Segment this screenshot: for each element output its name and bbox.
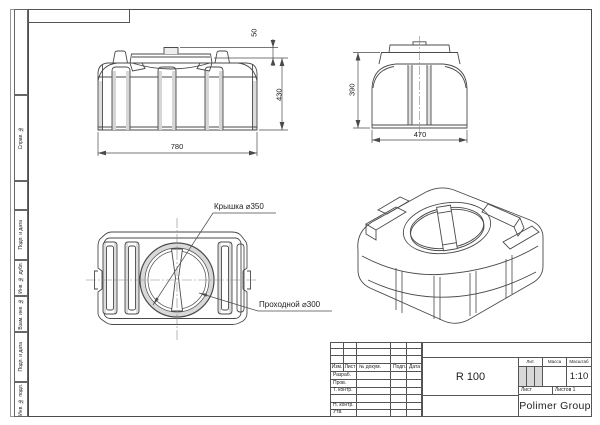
shoulder-curve <box>445 67 466 89</box>
side-rib-shade <box>427 66 431 125</box>
tb-cell <box>406 409 422 417</box>
top-vent <box>215 51 230 63</box>
tb-header-izm: Изм. <box>330 363 344 372</box>
pass-callout-label: Проходной ⌀300 <box>259 300 321 309</box>
tb-header-podp: Подп. <box>390 363 407 372</box>
tb-header-list: Лист <box>343 363 357 372</box>
tb-lit-label: Лит. <box>518 357 543 367</box>
tb-sheet-label: Лист <box>518 386 553 395</box>
tb-sheets-label: Листов 1 <box>552 386 592 395</box>
tb-cell <box>390 409 407 417</box>
margin-label: Подп. и дата <box>18 342 24 372</box>
margin-cell-podp2 <box>14 332 28 382</box>
tb-row-utv: Утв. <box>330 409 357 417</box>
body-edge-shade <box>253 81 257 130</box>
tb-row-prov: Пров. <box>330 379 357 388</box>
isometric-view <box>348 162 563 334</box>
tb-cell <box>422 395 519 417</box>
margin-cell-podp1 <box>14 210 28 260</box>
lid-knob <box>164 48 178 55</box>
tb-row-tkontr: Т. контр. <box>330 387 357 395</box>
tb-mass-label: Масса <box>542 357 567 367</box>
margin-label: Справ. № <box>18 126 24 150</box>
tb-header-data: Дата <box>406 363 422 372</box>
margin-cell-inv-dubl <box>14 260 28 296</box>
tb-row-nkontr: Н. контр. <box>330 402 357 410</box>
dim-390 <box>353 53 380 129</box>
top-view <box>80 192 350 344</box>
margin-label: Инв. № подл. <box>18 383 24 416</box>
body-edge-shade <box>99 81 103 130</box>
margin-label: Инв. № дубл. <box>18 262 24 294</box>
shoulder-curve <box>373 67 394 89</box>
dim-label-780: 780 <box>170 142 184 151</box>
margin-cell-inv-podl <box>14 382 28 417</box>
dim-label-390: 390 <box>347 83 357 97</box>
title-block <box>330 342 592 417</box>
tb-header-dokum: № докум. <box>356 363 391 372</box>
margin-label: Взам. инв. № <box>18 298 24 330</box>
tank-body-outline <box>98 63 257 130</box>
side-rib-shade <box>408 66 412 125</box>
top-left-stamp-box <box>28 9 130 23</box>
dim-label-50: 50 <box>249 28 259 37</box>
leader-lid <box>153 213 276 305</box>
dim-label-430: 430 <box>274 88 284 102</box>
front-ribs <box>112 67 223 130</box>
margin-cell-blank-top <box>14 9 28 95</box>
top-vent <box>113 51 128 63</box>
tb-designation-cell <box>422 342 592 358</box>
lid-callout-label: Крышка ⌀350 <box>214 202 264 211</box>
margin-cell-sprav <box>14 95 28 181</box>
lid-cap <box>130 54 212 63</box>
tb-scale-label: Масштаб <box>566 357 592 367</box>
front-view <box>88 36 292 161</box>
tb-mass-value <box>542 366 567 387</box>
margin-label: Подп. и дата <box>18 220 24 250</box>
tb-row-razrab: Разраб. <box>330 371 357 380</box>
dim-label-470: 470 <box>413 130 427 139</box>
tb-company: Polimer Group <box>518 394 592 417</box>
tb-cell <box>356 409 391 417</box>
margin-cell-vzam <box>14 296 28 332</box>
tb-part-name: R 100 <box>422 357 519 396</box>
margin-cell-blank-mid <box>14 181 28 210</box>
tb-scale-value: 1:10 <box>566 366 592 387</box>
